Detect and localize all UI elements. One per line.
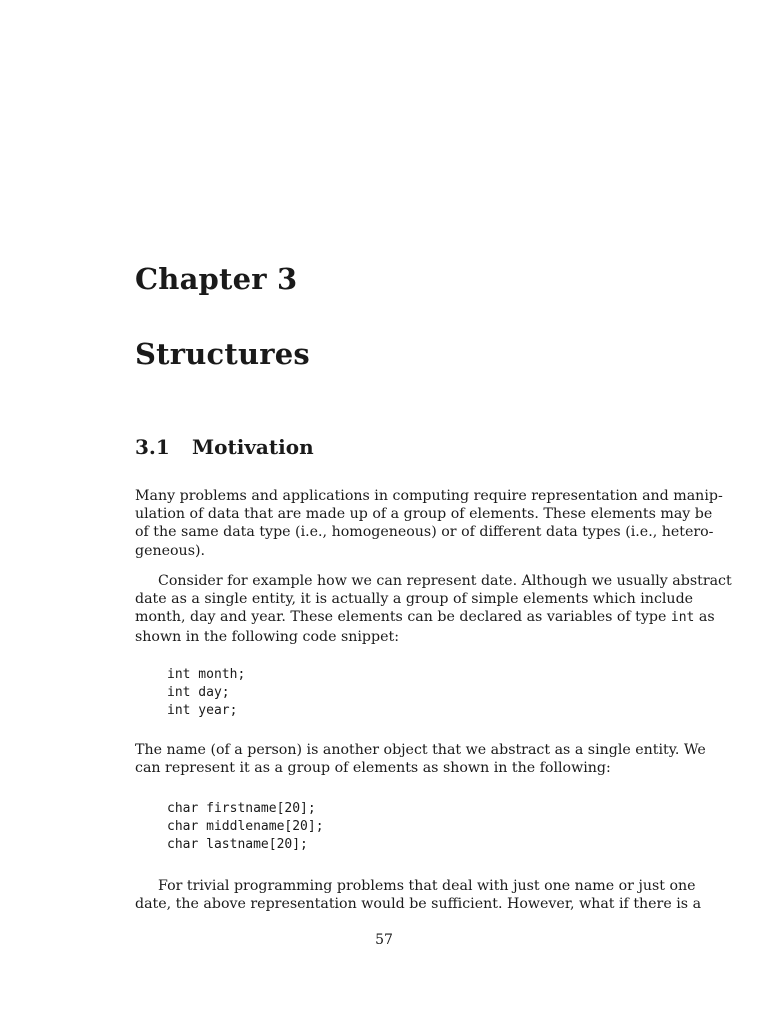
paragraph-line: ulation of data that are made up of a group of elements. These elements may be — [135, 506, 713, 523]
inline-code: int — [670, 610, 695, 626]
section-number: 3.1 — [135, 435, 170, 459]
paragraph-line: geneous). — [135, 542, 206, 559]
paragraph-line: Consider for example how we can represent date. Although we usually abstract — [158, 573, 732, 589]
code-line: int year; — [167, 703, 238, 718]
code-line: char lastname[20]; — [167, 837, 308, 852]
paragraph-trivial-problems — [135, 877, 702, 913]
paragraph-line: For trivial programming problems that deal with just one name or just one — [158, 878, 696, 894]
paragraph-line: can represent it as a group of elements as shown in the following: — [135, 760, 611, 777]
code-snippet-date — [167, 666, 245, 720]
section-title: Motivation — [192, 435, 314, 459]
paragraph-line: date as a single entity, it is actually a group of simple elements which include — [135, 591, 694, 608]
code-snippet-name — [167, 800, 324, 854]
code-line: int month; — [167, 667, 246, 682]
paragraph-line: The name (of a person) is another object that we abstract as a single entity. We — [135, 742, 706, 758]
paragraph-line: shown in the following code snippet: — [135, 628, 399, 645]
chapter-label: Chapter 3 — [135, 262, 298, 296]
page-number: 57 — [375, 932, 393, 948]
code-line: char middlename[20]; — [167, 819, 324, 834]
paragraph-name-example — [135, 741, 706, 777]
paragraph-date-example — [135, 572, 732, 646]
chapter-title: Structures — [135, 337, 310, 371]
paragraph-line-with-code — [135, 608, 715, 627]
section-heading — [135, 435, 314, 459]
paragraph-intro — [135, 487, 723, 560]
paragraph-line: of the same data type (i.e., homogeneous) or of different data types (i.e., hetero- — [135, 524, 714, 541]
paragraph-line: Many problems and applications in computing require representation and manip- — [135, 488, 723, 504]
paragraph-line: date, the above representation would be sufficient. However, what if there is a — [135, 896, 702, 913]
code-line: char firstname[20]; — [167, 801, 316, 816]
code-line: int day; — [167, 685, 230, 700]
text-segment: month, day and year. These elements can be declared as variables of type — [135, 609, 671, 626]
text-segment: as — [694, 609, 715, 626]
